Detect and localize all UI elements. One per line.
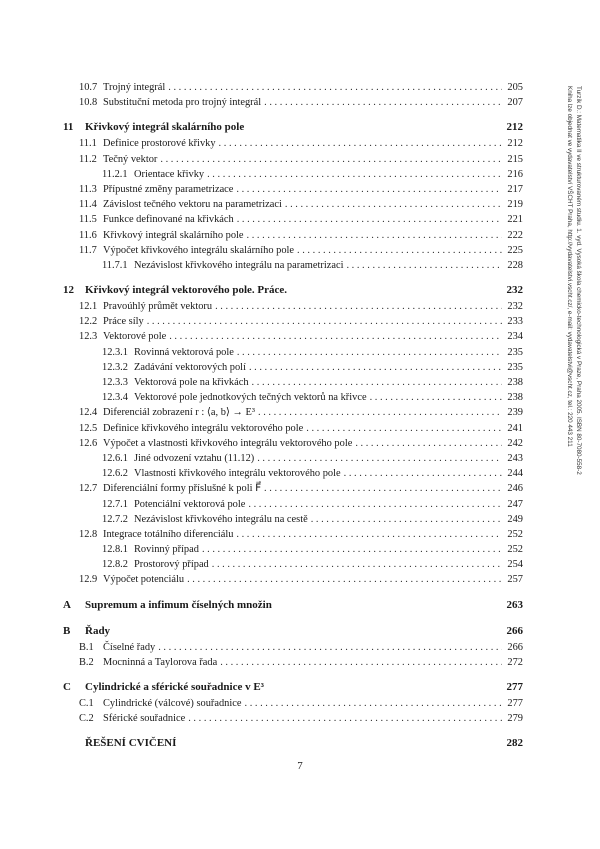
side-note-line2: Kniha lze objednat ve vydavatelství VŠCHT Praha, http://vydavatelstvi.vscht.cz/, e-mail: vydavatelstvi@vscht.cz, tel.: 220 443 211 <box>566 86 573 447</box>
chapter-title: Supremum a infimum číselných množin <box>85 598 272 611</box>
toc-entry[interactable] <box>63 451 523 466</box>
entry-page: 212 <box>507 138 523 150</box>
dot-leader <box>187 572 502 587</box>
toc-solutions[interactable] <box>63 735 523 752</box>
table-of-contents <box>63 80 523 752</box>
toc-section-12 <box>63 299 523 588</box>
toc-entry[interactable] <box>63 167 523 182</box>
dot-leader <box>344 466 502 481</box>
toc-entry[interactable] <box>63 527 523 542</box>
dot-leader <box>258 405 502 420</box>
entry-title: Potenciální vektorová pole <box>134 498 246 510</box>
chapter-number: B <box>63 624 71 637</box>
toc-appendix-b[interactable] <box>63 623 523 640</box>
entry-number: 12.3.4 <box>102 392 128 404</box>
toc-entry[interactable] <box>63 497 523 512</box>
entry-page: 238 <box>507 392 523 404</box>
entry-number: 12.7.2 <box>102 513 128 525</box>
entry-page: 249 <box>507 513 523 525</box>
entry-number: 12.5 <box>79 422 98 434</box>
entry-number: 12.3.1 <box>102 346 128 358</box>
dot-leader <box>160 152 502 167</box>
toc-section-b <box>63 640 523 670</box>
toc-entry[interactable] <box>63 95 523 110</box>
entry-page: 215 <box>507 153 523 165</box>
toc-entry[interactable] <box>63 375 523 390</box>
entry-number: 11.7.1 <box>102 259 128 271</box>
toc-entry[interactable] <box>63 197 523 212</box>
entry-page: 246 <box>507 483 523 495</box>
dot-leader <box>207 167 502 182</box>
entry-number: B.2 <box>79 656 94 668</box>
dot-leader <box>212 557 502 572</box>
entry-number: 12.2 <box>79 316 98 328</box>
toc-entry[interactable] <box>63 655 523 670</box>
toc-entry[interactable] <box>63 243 523 258</box>
entry-title: Integrace totálního diferenciálu <box>103 528 234 540</box>
entry-title: Orientace křivky <box>134 168 205 180</box>
entry-title: Funkce definované na křivkách <box>103 214 234 226</box>
dot-leader <box>169 329 502 344</box>
entry-number: 12.6 <box>79 437 98 449</box>
entry-title: Křivkový integrál skalárního pole <box>103 229 244 241</box>
toc-entry[interactable] <box>63 182 523 197</box>
entry-page: 252 <box>507 528 523 540</box>
toc-entry[interactable] <box>63 152 523 167</box>
entry-number: C.1 <box>79 698 94 709</box>
entry-title: Nezávislost křivkového integrálu na parametrizaci <box>134 259 344 271</box>
entry-title: Substituční metoda pro trojný integrál <box>103 97 262 109</box>
entry-number: 10.7 <box>79 82 98 93</box>
dot-leader <box>346 258 502 273</box>
entry-title: Tečný vektor <box>103 153 158 165</box>
entry-number: B.1 <box>79 641 94 653</box>
dot-leader <box>168 80 502 95</box>
entry-title: Vektorové pole jednotkových tečných vektorů na křivce <box>134 392 367 404</box>
toc-entry[interactable] <box>63 228 523 243</box>
dot-leader <box>147 314 502 329</box>
toc-appendix-c[interactable] <box>63 679 523 696</box>
toc-entry[interactable] <box>63 329 523 344</box>
entry-page: 239 <box>507 407 523 419</box>
entry-page: 235 <box>507 361 523 373</box>
entry-page: 228 <box>507 259 523 271</box>
toc-entry[interactable] <box>63 314 523 329</box>
entry-number: 12.3 <box>79 331 98 343</box>
dot-leader <box>215 299 502 314</box>
entry-title: Rovinná vektorová pole <box>134 346 234 358</box>
entry-page: 217 <box>507 183 523 195</box>
chapter-page: 212 <box>506 121 523 134</box>
toc-entry[interactable] <box>63 80 523 95</box>
entry-number: 12.6.1 <box>102 452 128 464</box>
entry-page: 235 <box>507 346 523 358</box>
entry-page: 241 <box>507 422 523 434</box>
entry-title: Jiné odvození vztahu (11.12) <box>134 452 255 464</box>
dot-leader <box>202 542 502 557</box>
side-note-line1: Turzík D.: Matematika II ve strukturovaném studiu. 1. vyd. Vysoká škola chemicko-technologická v Praze, Praha 2005. ISBN 80-7080-558-2 <box>575 86 582 475</box>
dot-leader <box>237 212 502 227</box>
entry-page: 252 <box>507 544 523 556</box>
chapter-title: Řady <box>85 624 111 637</box>
dot-leader <box>219 136 502 151</box>
entry-page: 233 <box>507 316 523 328</box>
toc-entry[interactable] <box>63 696 523 711</box>
dot-leader <box>249 360 502 375</box>
toc-entry[interactable] <box>63 572 523 587</box>
toc-entry[interactable] <box>63 711 523 726</box>
page-number: 7 <box>297 760 303 772</box>
entry-page: 266 <box>507 641 523 653</box>
dot-leader <box>252 375 502 390</box>
entry-number: 11.7 <box>79 244 97 256</box>
dot-leader <box>248 497 502 512</box>
entry-number: 12.7 <box>79 483 98 495</box>
chapter-title: ŘEŠENÍ CVIČENÍ <box>85 737 177 750</box>
chapter-number: C <box>63 681 71 693</box>
chapter-number: 11 <box>63 121 74 134</box>
entry-number: 12.9 <box>79 574 98 586</box>
toc-entry[interactable] <box>63 557 523 572</box>
toc-entry[interactable] <box>63 640 523 655</box>
entry-title: Závislost tečného vektoru na parametrizaci <box>103 199 282 211</box>
toc-entry[interactable] <box>63 390 523 405</box>
entry-number: 12.4 <box>79 407 98 419</box>
toc-entry[interactable] <box>63 258 523 273</box>
side-note <box>555 86 585 586</box>
entry-title: Vektorová pole na křivkách <box>134 377 249 388</box>
entry-page: 247 <box>507 498 523 510</box>
dot-leader <box>247 228 502 243</box>
toc-entry[interactable] <box>63 436 523 451</box>
entry-page: 234 <box>507 331 523 343</box>
toc-section-c <box>63 696 523 726</box>
entry-title: Rovinný případ <box>134 544 199 556</box>
entry-title: Výpočet potenciálu <box>103 574 185 586</box>
entry-number: 12.1 <box>79 301 98 313</box>
toc-section-11 <box>63 136 523 273</box>
dot-leader <box>355 436 502 451</box>
dot-leader <box>264 481 502 496</box>
entry-page: 221 <box>507 214 523 226</box>
entry-page: 257 <box>507 574 523 586</box>
entry-title: Práce síly <box>103 316 144 328</box>
chapter-page: 277 <box>506 681 523 693</box>
entry-number: 12.8.1 <box>102 544 128 556</box>
entry-page: 222 <box>507 229 523 241</box>
chapter-page: 266 <box>506 624 523 637</box>
dot-leader <box>158 640 502 655</box>
chapter-title: Cylindrické a sférické souřadnice v E³ <box>85 681 264 693</box>
entry-number: 11.2 <box>79 153 97 165</box>
toc-entry[interactable] <box>63 212 523 227</box>
chapter-page: 282 <box>506 737 523 750</box>
entry-title: Zadávání vektorových polí <box>134 361 246 373</box>
entry-number: 12.3.3 <box>102 377 128 388</box>
toc-entry[interactable] <box>63 360 523 375</box>
toc-entry[interactable] <box>63 466 523 481</box>
entry-title: Výpočet křivkového integrálu skalárního pole <box>103 244 295 256</box>
toc-entry[interactable] <box>63 512 523 527</box>
entry-title: Vlastnosti křivkového integrálu vektorového pole <box>134 468 341 480</box>
entry-page: 254 <box>507 559 523 571</box>
chapter-title: Křivkový integrál skalárního pole <box>85 121 245 134</box>
dot-leader <box>245 696 503 711</box>
toc-entry[interactable] <box>63 481 523 496</box>
toc-chapter-11[interactable] <box>63 119 523 136</box>
entry-page: 279 <box>507 713 523 725</box>
entry-page: 219 <box>507 199 523 211</box>
toc-entry[interactable] <box>63 345 523 360</box>
entry-page: 207 <box>507 97 523 109</box>
entry-page: 277 <box>507 698 523 709</box>
entry-number: 12.8 <box>79 528 98 540</box>
entry-page: 238 <box>507 377 523 388</box>
entry-number: 11.4 <box>79 199 97 211</box>
entry-number: 10.8 <box>79 97 98 109</box>
entry-page: 205 <box>507 82 523 93</box>
entry-number: 11.3 <box>79 183 97 195</box>
dot-leader <box>285 197 502 212</box>
entry-title: Cylindrické (válcové) souřadnice <box>103 698 242 709</box>
dot-leader <box>311 512 502 527</box>
toc-entry[interactable] <box>63 405 523 420</box>
chapter-number: A <box>63 598 71 611</box>
entry-title: Výpočet a vlastnosti křivkového integrálu vektorového pole <box>103 437 353 449</box>
dot-leader <box>306 421 502 436</box>
chapter-number: 12 <box>63 284 74 297</box>
toc-entry[interactable] <box>63 421 523 436</box>
entry-number: 12.3.2 <box>102 361 128 373</box>
entry-number: 12.8.2 <box>102 559 128 571</box>
entry-title: Trojný integrál <box>103 82 166 93</box>
dot-leader <box>188 711 502 726</box>
dot-leader <box>264 95 502 110</box>
toc-section-pre <box>63 80 523 110</box>
entry-page: 244 <box>507 468 523 480</box>
toc-appendix-a[interactable] <box>63 597 523 614</box>
dot-leader <box>236 527 502 542</box>
entry-number: C.2 <box>79 713 94 725</box>
entry-title: Pravoúhlý průmět vektoru <box>103 301 213 313</box>
dot-leader <box>237 345 502 360</box>
entry-number: 11.5 <box>79 214 97 226</box>
entry-page: 242 <box>507 437 523 449</box>
dot-leader <box>236 182 502 197</box>
entry-number: 12.7.1 <box>102 498 128 510</box>
dot-leader <box>257 451 502 466</box>
toc-chapter-12[interactable] <box>63 282 523 299</box>
toc-entry[interactable] <box>63 299 523 314</box>
entry-number: 11.2.1 <box>102 168 128 180</box>
entry-title: Přípustné změny parametrizace <box>103 183 234 195</box>
entry-page: 272 <box>507 656 523 668</box>
entry-title: Číselné řady <box>103 641 156 653</box>
entry-title: Prostorový případ <box>134 559 209 571</box>
chapter-page: 263 <box>506 598 523 611</box>
entry-number: 11.6 <box>79 229 97 241</box>
entry-page: 216 <box>507 168 523 180</box>
entry-page: 243 <box>507 452 523 464</box>
chapter-title: Křivkový integrál vektorového pole. Práce. <box>85 284 288 297</box>
entry-title: Diferenciál zobrazení r : ⟨a, b⟩ → E³ <box>103 407 256 419</box>
dot-leader <box>297 243 502 258</box>
entry-title: Vektorové pole <box>103 331 167 343</box>
entry-page: 232 <box>507 301 523 313</box>
entry-number: 11.1 <box>79 138 97 150</box>
chapter-page: 232 <box>506 284 523 297</box>
entry-number: 12.6.2 <box>102 468 128 480</box>
entry-title: Definice křivkového integrálu vektorového pole <box>103 422 304 434</box>
toc-entry[interactable] <box>63 542 523 557</box>
entry-page: 225 <box>507 244 523 256</box>
entry-title: Mocninná a Taylorova řada <box>103 656 218 668</box>
entry-title: Sférické souřadnice <box>103 713 186 725</box>
entry-title: Diferenciální formy příslušné k poli F⃗ <box>103 483 262 495</box>
dot-leader <box>370 390 502 405</box>
entry-title: Nezávislost křivkového integrálu na cestě <box>134 513 308 525</box>
dot-leader <box>220 655 502 670</box>
entry-title: Definice prostorové křivky <box>103 138 216 150</box>
toc-entry[interactable] <box>63 136 523 151</box>
